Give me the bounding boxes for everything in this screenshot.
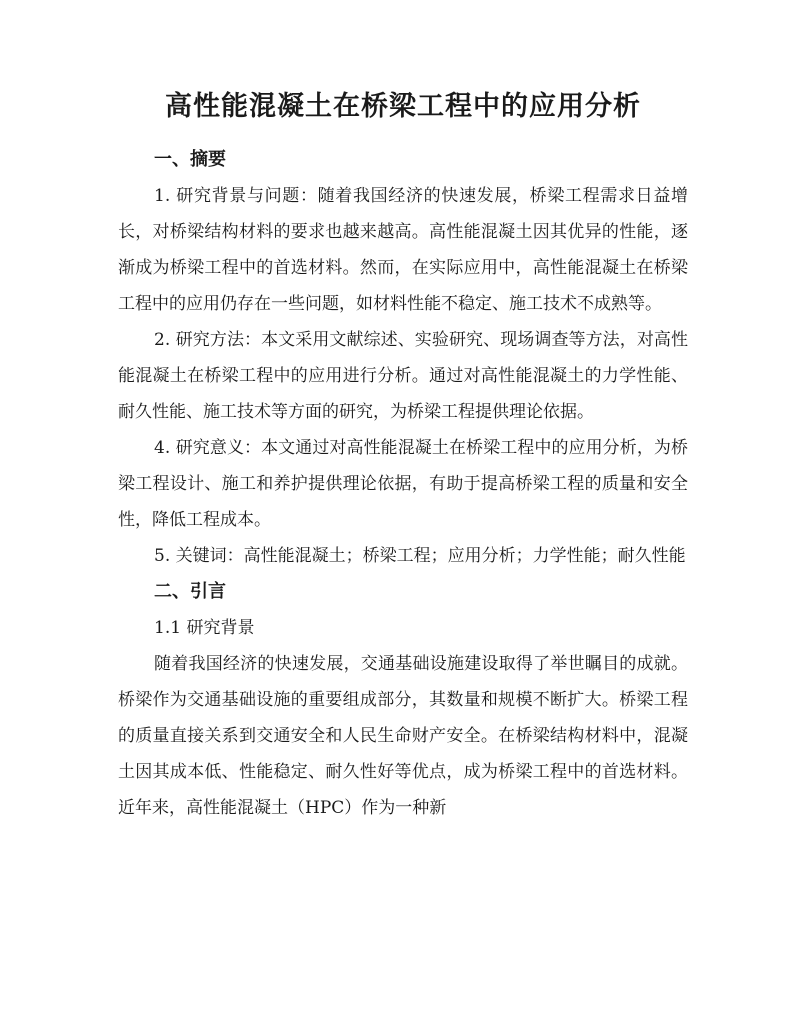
section-heading-introduction: 二、引言 bbox=[154, 580, 226, 602]
subsection-heading-background: 1.1 研究背景 bbox=[154, 617, 255, 638]
section-heading-abstract: 一、摘要 bbox=[154, 148, 226, 170]
abstract-item-background: 1. 研究背景与问题：随着我国经济的快速发展，桥梁工程需求日益增长，对桥梁结构材料的要求也越来越高。高性能混凝土因其优异的性能，逐渐成为桥梁工程中的首选材料。然而，在实际应用中，高性能混凝土在桥梁工程中的应用仍存在一些问题，如材料性能不稳定、施工技术不成熟等。 bbox=[118, 185, 688, 314]
abstract-item-significance: 4. 研究意义：本文通过对高性能混凝土在桥梁工程中的应用分析，为桥梁工程设计、施工和养护提供理论依据，有助于提高桥梁工程的质量和安全性，降低工程成本。 bbox=[118, 437, 688, 530]
abstract-item-method: 2. 研究方法：本文采用文献综述、实验研究、现场调查等方法，对高性能混凝土在桥梁工程中的应用进行分析。通过对高性能混凝土的力学性能、耐久性能、施工技术等方面的研究，为桥梁工程提供理论依据。 bbox=[118, 329, 688, 422]
background-paragraph: 随着我国经济的快速发展，交通基础设施建设取得了举世瞩目的成就。桥梁作为交通基础设施的重要组成部分，其数量和规模不断扩大。桥梁工程的质量直接关系到交通安全和人民生命财产安全。在桥梁结构材料中，混凝土因其成本低、性能稳定、耐久性好等优点，成为桥梁工程中的首选材料。近年来，高性能混凝土（HPC）作为一种新 bbox=[118, 653, 688, 818]
abstract-item-keywords: 5. 关键词：高性能混凝土；桥梁工程；应用分析；力学性能；耐久性能 bbox=[154, 545, 686, 566]
document-title: 高性能混凝土在桥梁工程中的应用分析 bbox=[165, 91, 641, 122]
document-page bbox=[118, 88, 688, 826]
